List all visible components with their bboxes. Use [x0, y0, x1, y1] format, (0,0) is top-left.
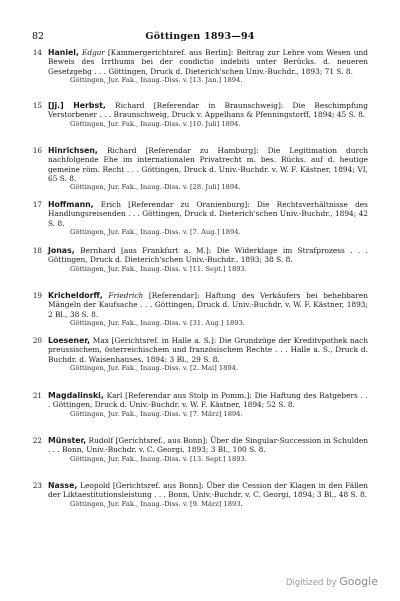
entry-number: 22 — [32, 436, 42, 445]
entry-text: [Gerichtsref., aus Bonn]: Über die Singular-Succession in Schulden . . . Bonn, Univ.-Buchdr. v. C. Georgi, 1893; 3 Bl., 100 S. 8. — [48, 436, 369, 455]
entry-note: Göttingen, Jur. Fak., Inaug.-Diss. v. [10. Juli] 1894. — [70, 119, 241, 128]
dissertation-entry — [32, 48, 368, 84]
entry-text: [Gerichtsref. aus Bonn]: Über die Cession der Klagen in den Fällen der Liktaestitutionsleistung . . . Bonn, Univ.-Buchdr. v. C. Georgi, 1894; 3 Bl., 48 S. 8. — [48, 481, 368, 500]
page-number: 82 — [32, 31, 45, 42]
dissertation-entry — [32, 246, 368, 273]
google-watermark — [286, 575, 378, 588]
entry-number: 15 — [32, 101, 42, 110]
entry-text: [Referendar in Braunschweig]: Die Beschimpfung Verstorbener . . . Braunschweig, Druck v. Appelhans & Pfenningstorff, 1894; 45 S. 8. — [48, 101, 368, 120]
dissertation-entry — [32, 336, 368, 372]
author-surname: [Jj.] Herbst, — [48, 101, 106, 110]
running-title: Göttingen 1893—94 — [145, 31, 255, 42]
entry-number: 19 — [32, 291, 42, 300]
entry-note: Göttingen, Jur. Fak., Inaug.-Diss. v. [13. Jan.] 1894. — [70, 75, 243, 84]
author-surname: Kricheldorff, — [48, 291, 103, 300]
author-surname: Loesener, — [48, 336, 91, 345]
entry-note: Göttingen, Jur. Fak., Inaug.-Diss. v. [7. Aug.] 1894. — [70, 227, 241, 236]
entry-text: [Kammergerichtsref. aus Berlin]: Beitrag zur Lehre vom Wesen und Beweis des Irrthums bei der condictio indebiti unter Berücks. d. neueren Gesetzgebg . . . Göttingen, Druck d. Dieterich'schen Univ.-Buchdr., 1893; 71 S. 8. — [48, 48, 368, 76]
entry-note: Göttingen, Jur. Fak., Inaug.-Diss. v. [7. März] 1894. — [70, 409, 243, 418]
entry-number: 14 — [32, 48, 42, 57]
author-first-name: Edgar — [82, 48, 105, 57]
author-first-name: Friedrich — [108, 291, 144, 300]
author-first-name: Richard — [115, 101, 145, 110]
entry-number: 20 — [32, 336, 42, 345]
dissertation-entry — [32, 200, 368, 236]
dissertation-entry — [32, 291, 368, 327]
watermark-brand: Google — [339, 575, 378, 588]
author-first-name: Karl — [106, 391, 123, 400]
dissertation-entry — [32, 101, 368, 128]
entry-note: Göttingen, Jur. Fak., Inaug.-Diss. v. [13. Sept.] 1893. — [70, 454, 247, 463]
dissertation-entry — [32, 436, 369, 463]
entry-text: [Referendar zu Oranienburg]: Die Rechtsverhältnisse des Handlungsreisenden . . . Göttingen, Druck d. Dieterich'schen Univ.-Buchdr., 1894; 42 S. 8. — [48, 200, 368, 228]
watermark-prefix: Digitized by — [285, 578, 337, 588]
dissertation-entry — [32, 146, 368, 192]
entry-text: [aus Frankfurt a. M.]: Die Widerklage im Strafprozess . . . Göttingen, Druck d. Dieterich'schen Univ.-Buchdr., 1893; 38 S. 8. — [48, 246, 368, 265]
entry-text: [Referendar aus Stolp in Pomm.]: Die Haftung des Ratgebers . . . Göttingen, Druck d. Univ.-Buchdr. v. W. F. Kästner, 1894; 52 S. 8. — [48, 391, 369, 410]
author-surname: Münster, — [48, 436, 87, 445]
author-first-name: Richard — [106, 146, 137, 155]
author-first-name: Bernhard — [80, 246, 116, 255]
entry-number: 23 — [32, 481, 42, 490]
author-surname: Magdalinski, — [48, 391, 104, 400]
author-first-name: Erich — [100, 200, 121, 209]
dissertation-entry — [32, 481, 368, 508]
author-first-name: Rudolf — [88, 436, 114, 445]
entry-note: Göttingen, Jur. Fak., Inaug.-Diss. v. [9. März] 1893. — [70, 499, 243, 508]
entry-number: 16 — [32, 146, 42, 155]
entry-text: [Referendar]: Haftung des Verkäufers bei behebbaren Mängeln der Kaufsache . . . Göttingen, Druck d. Univ.-Buchdr. v. W. F. Kästner, 1893; 2 Bl., 38 S. 8. — [48, 291, 368, 319]
entry-note: Göttingen, Jur. Fak., Inaug.-Diss. v. [2. Mai] 1894. — [70, 363, 239, 372]
entry-note: Göttingen, Jur. Fak., Inaug.-Diss. v. [31. Aug.] 1893. — [70, 318, 245, 327]
author-surname: Hinrichsen, — [48, 146, 98, 155]
entry-text: [Gerichtsref. in Halle a. S.]: Die Grundzüge der Kreditvpothek nach preussischem, österreichischem und französischem Rechte . . . Halle a. S., Druck d. Buchdr. d. Waisenhauses, 1894; 3 Bl., 29 S. 8. — [48, 336, 368, 364]
author-first-name: Max — [92, 336, 109, 345]
author-surname: Hoffmann, — [48, 200, 94, 209]
entry-text: [Referendar zu Hamburg]: Die Legitimation durch nachfolgende Ehe im internationalen Privatrecht m. bes. Rücks. auf d. heutige gemeine röm. Recht . . . Göttingen, Druck d. Univ.-Buchdr. v. W. F. Kästner, 1894; VI, 65 S. 8. — [48, 146, 368, 183]
dissertation-entry — [32, 391, 369, 418]
page-header — [30, 31, 370, 43]
entry-number: 17 — [32, 200, 42, 209]
author-surname: Nasse, — [48, 481, 78, 490]
entry-number: 21 — [32, 391, 42, 400]
author-first-name: Leopold — [80, 481, 111, 490]
author-surname: Jonas, — [48, 246, 75, 255]
author-surname: Haniel, — [48, 48, 79, 57]
entry-note: Göttingen, Jur. Fak., Inaug.-Diss. v. [11. Sept.] 1893. — [70, 264, 247, 273]
entry-note: Göttingen, Jur. Fak., Inaug.-Diss. v. [28. Juli] 1894. — [70, 183, 241, 192]
entry-number: 18 — [32, 246, 42, 255]
